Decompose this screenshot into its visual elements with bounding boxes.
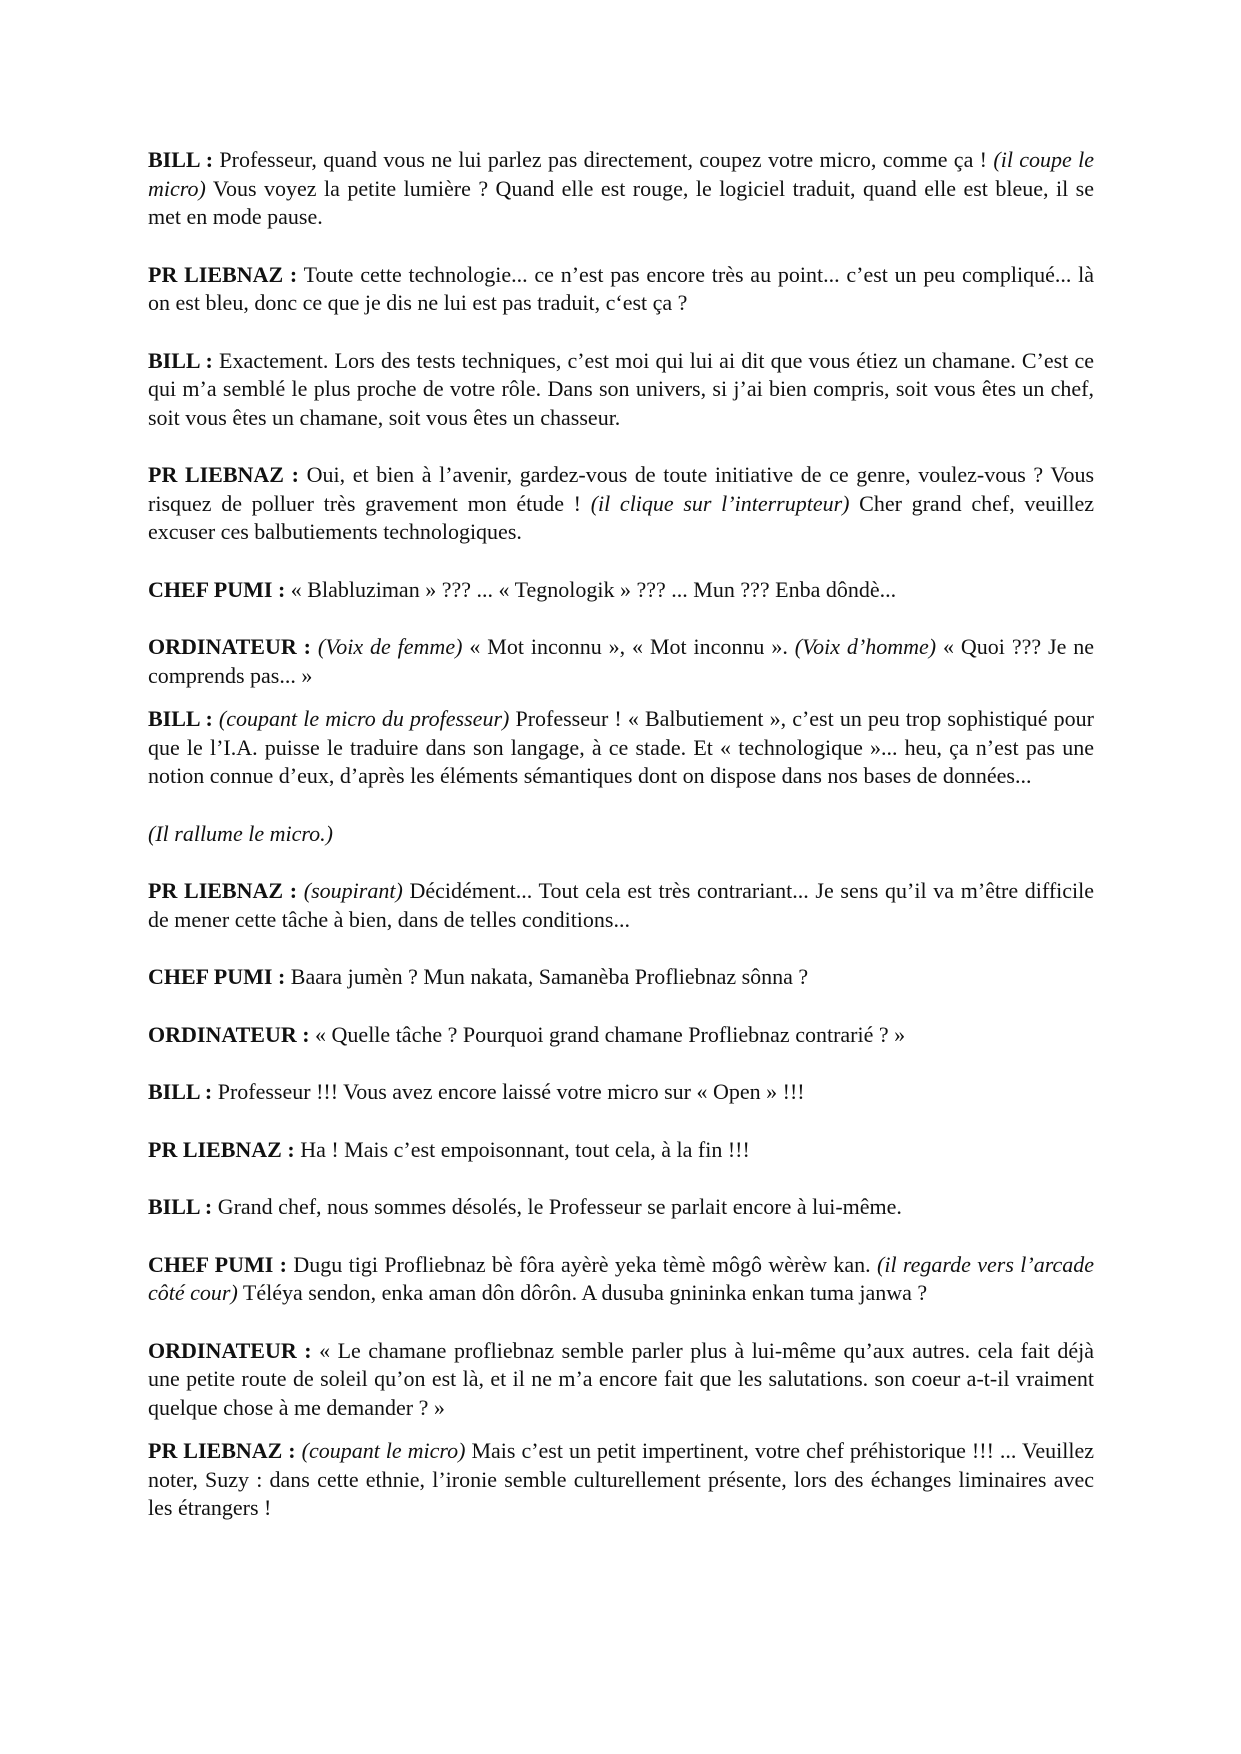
stage-direction: (il regarde vers l’arcade côté cour) [148, 1251, 1095, 1305]
dialogue-line [148, 963, 1094, 992]
dialogue-line [148, 633, 1094, 690]
stage-direction-line [148, 820, 1094, 849]
speech-text: Dugu tigi Profliebnaz bè fôra ayèrè yeka tèmè môgô wèrèw kan. [293, 1251, 871, 1277]
dialogue-line [148, 146, 1094, 232]
speaker-name: BILL : [148, 147, 214, 172]
speaker-name: ORDINATEUR : [148, 1021, 310, 1047]
speaker-name: PR LIEBNAZ : [148, 1438, 296, 1463]
speaker-name: PR LIEBNAZ : [148, 462, 299, 487]
speaker-name: BILL : [148, 1194, 213, 1219]
speech-text: Oui, et bien à l’avenir, gardez-vous de toute initiative de ce genre, voulez-vous ? Vous risquez de polluer très gravement mon étude ! [148, 462, 1095, 516]
dialogue-line [148, 461, 1094, 547]
dialogue-list [148, 146, 1094, 1523]
stage-direction: (il coupe le micro) [148, 147, 1095, 201]
speaker-name: PR LIEBNAZ : [148, 261, 298, 287]
dialogue-line [148, 1337, 1094, 1423]
stage-direction: (soupirant) [303, 878, 403, 903]
dialogue-line [148, 1136, 1094, 1165]
dialogue-line [148, 576, 1094, 605]
speaker-name: ORDINATEUR : [148, 1337, 312, 1363]
stage-direction: (il clique sur l’interrupteur) [590, 490, 850, 516]
dialogue-line [148, 705, 1094, 791]
stage-direction: (Voix d’homme) [794, 634, 937, 659]
speaker-name: BILL : [148, 347, 213, 373]
speech-text: Vous voyez la petite lumière ? Quand elle est rouge, le logiciel traduit, quand elle est bleue, il se met en mode pause. [148, 175, 1094, 229]
stage-direction: (Il rallume le micro.) [148, 820, 333, 846]
speech-text: « Blabluziman » ??? ... « Tegnologik » ??? ... Mun ??? Enba dôndè... [290, 576, 897, 602]
speech-text: « Le chamane profliebnaz semble parler plus à lui-même qu’aux autres. cela fait déjà une petite route de soleil qu’on est là, et il ne m’a encore fait que les salutations. son coeur a-t-il vraiment quelque chose à me demander ? » [148, 1337, 1094, 1420]
speech-text: « Quoi ??? Je ne comprends pas... » [148, 634, 1095, 688]
speech-text: Professeur !!! Vous avez encore laissé votre micro sur « Open » !!! [217, 1079, 805, 1104]
speech-text: Baara jumèn ? Mun nakata, Samanèba Profliebnaz sônna ? [290, 964, 809, 989]
stage-direction: (Voix de femme) [317, 634, 463, 659]
speaker-name: PR LIEBNAZ : [148, 878, 298, 903]
speaker-name: PR LIEBNAZ : [148, 1136, 295, 1162]
speech-text: Décidément... Tout cela est très contrariant... Je sens qu’il va m’être difficile de mener cette tâche à bien, dans de telles conditions... [148, 878, 1095, 932]
dialogue-line [148, 1078, 1094, 1107]
speaker-name: BILL : [148, 706, 213, 731]
speaker-name: BILL : [148, 1079, 213, 1104]
dialogue-line [148, 1021, 1094, 1050]
speech-text: Mais c’est un petit impertinent, votre chef préhistorique !!! ... Veuillez noter, Suzy : dans cette ethnie, l’ironie semble culturellement présente, lors des échanges liminaires avec les étrangers ! [148, 1438, 1095, 1520]
dialogue-line [148, 1251, 1094, 1308]
speaker-name: CHEF PUMI : [148, 1251, 287, 1277]
speech-text: Professeur ! « Balbutiement », c’est un peu trop sophistiqué pour que le l’I.A. puisse le traduire dans son langage, à ce stade. Et « technologique »... heu, ça n’est pas une notion connue d’eux, d’après les éléments sémantiques dont on dispose dans nos bases de données... [148, 706, 1095, 788]
speech-text: Téléya sendon, enka aman dôn dôrôn. A dusuba gnininka enkan tuma janwa ? [242, 1280, 928, 1305]
dialogue-line [148, 347, 1094, 433]
speech-text: Grand chef, nous sommes désolés, le Professeur se parlait encore à lui-même. [217, 1194, 902, 1219]
dialogue-line [148, 877, 1094, 934]
speech-text: « Quelle tâche ? Pourquoi grand chamane Profliebnaz contrarié ? » [315, 1021, 906, 1047]
stage-direction: (coupant le micro du professeur) [218, 706, 510, 731]
dialogue-line [148, 1193, 1094, 1222]
speech-text: Toute cette technologie... ce n’est pas encore très au point... c’est un peu compliqué... là on est bleu, donc ce que je dis ne lui est pas traduit, c‘est ça ? [148, 261, 1094, 315]
dialogue-line [148, 1437, 1094, 1523]
speaker-name: CHEF PUMI : [148, 964, 286, 989]
speaker-name: CHEF PUMI : [148, 576, 286, 602]
speech-text: Exactement. Lors des tests techniques, c’est moi qui lui ai dit que vous étiez un chamane. C’est ce qui m’a semblé le plus proche de votre rôle. Dans son univers, si j’ai bien compris, soit vous êtes un chef, soit vous êtes un chamane, soit vous êtes un chasseur. [148, 347, 1094, 430]
speech-text: « Mot inconnu », « Mot inconnu ». [469, 634, 788, 659]
stage-direction: (coupant le micro) [301, 1438, 466, 1463]
speaker-name: ORDINATEUR : [148, 634, 311, 659]
speech-text: Cher grand chef, veuillez excuser ces balbutiements technologiques. [148, 490, 1095, 544]
speech-text: Professeur, quand vous ne lui parlez pas directement, coupez votre micro, comme ça ! [219, 147, 988, 172]
dialogue-line [148, 261, 1094, 318]
speech-text: Ha ! Mais c’est empoisonnant, tout cela, à la fin !!! [300, 1136, 750, 1162]
script-page [148, 146, 1094, 1523]
